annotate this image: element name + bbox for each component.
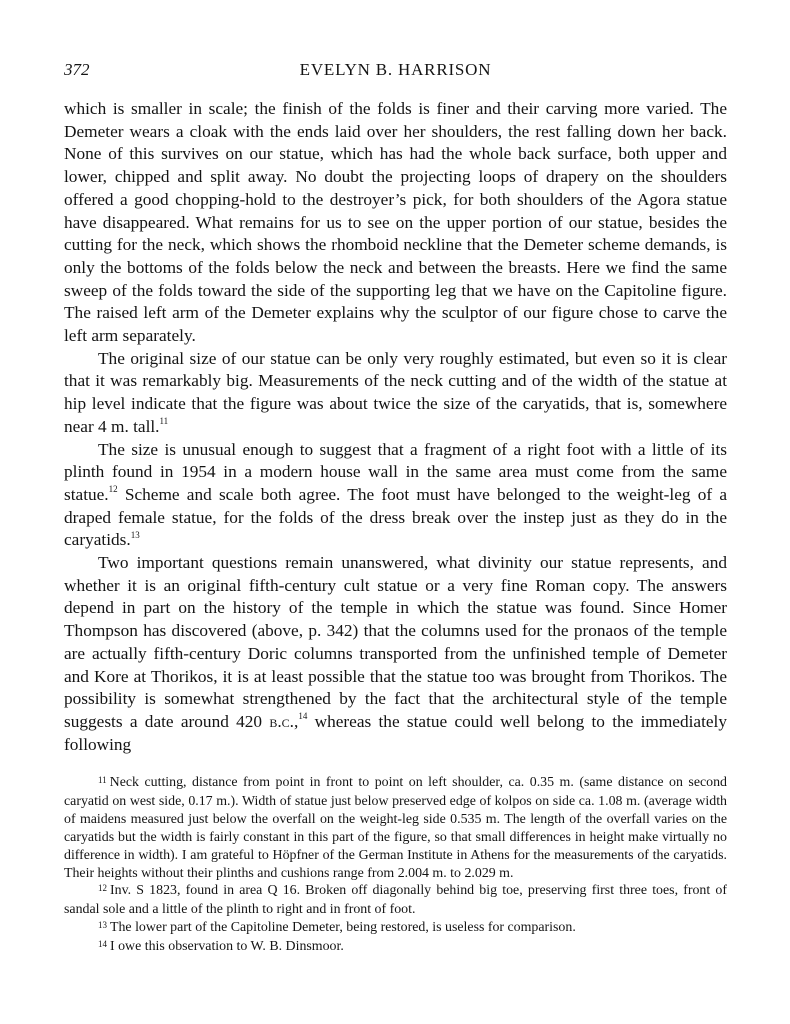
footnote-11 [64,774,727,882]
footnote-ref-11[interactable]: 11 [159,416,169,427]
footnote-mark: 12 [98,883,107,894]
footnote-mark: 13 [98,920,107,931]
page-number: 372 [64,60,90,79]
footnote-ref-12[interactable]: 12 [108,484,118,495]
paragraph-3-text-b: Scheme and scale both agree. The foot must have belonged to the weight-leg of a draped female statue, for the folds of the dress break over the instep just as they do in the caryatids. [64,484,727,550]
paragraph-4-text-a: Two important questions remain unanswered, what divinity our statue represents, and whether it is an original fifth-century cult statue or a very fine Roman copy. The answers depend in part on the history of the temple in which the statue was found. Since Homer Thompson has discovered (above, p. 342) that the columns used for the pronaos of the temple are actually fifth-century Doric columns transported from the unfinished temple of Demeter and Kore at Thorikos, it is at least possible that the statue too was brought from Thorikos. The possibility is somewhat strengthened by the fact that the architectural style of the temple suggests a date around 420 [64,553,727,731]
footnote-text: I owe this observation to W. B. Dinsmoor. [110,939,344,955]
footnote-12 [64,882,727,919]
paragraph-2-text: The original size of our statue can be only very roughly estimated, but even so it is clear that it was remarkably big. Measurements of the neck cutting and of the width of the statue at hip level indicate that the figure was about twice the size of the caryatids, that is, somewhere near 4 m. tall. [64,348,727,436]
paragraph-3 [64,439,727,553]
footnote-text: Neck cutting, distance from point in front to point on left shoulder, ca. 0.35 m. (same distance on second caryatid on west side, 0.17 m.). Width of statue just below preserved edge of kolpos on side ca. 1.08 m. (average width of maidens measured just below the overfall on the weight-leg side 0.535 m. The length of the overfall varies on the caryatids but the width is fairly constant in this part of the figure, so that small differences in height make virtually no difference in width). I am grateful to Höpfner of the German Institute in Athens for the measurements of the caryatids. Their heights without their plinths and cushions range from 2.004 m. to 2.029 m. [64,775,727,881]
footnotes [64,774,727,957]
paragraph-1-text: which is smaller in scale; the finish of the folds is finer and their carving more varied. The Demeter wears a cloak with the ends laid over her shoulders, the rest falling down her back. None of this survives on our statue, which has had the whole back surface, both upper and lower, chipped and split away. No doubt the projecting loops of drapery on the shoulders offered a good chopping-hold to the destroyer’s pick, for both shoulders of the Agora statue have disappeared. What remains for us to see on the upper portion of our statue, besides the cutting for the neck, which shows the rhomboid neckline that the Demeter scheme demands, is only the bottoms of the folds below the neck and between the breasts. Here we find the same sweep of the folds toward the side of the supporting leg that we have on the Capitoline figure. The raised left arm of the Demeter explains why the sculptor of our figure chose to carve the left arm separately. [64,99,727,346]
era-comma: , [294,711,299,731]
paragraph-3-text-a: The size is unusual enough to suggest that a fragment of a right foot with a little of its plinth found in 1954 in a modern house wall in the same area must come from the same statue. [64,439,727,504]
footnote-mark: 14 [98,939,107,950]
running-title: EVELYN B. HARRISON [299,60,492,79]
footnote-text: Inv. S 1823, found in area Q 16. Broken off diagonally behind big toe, preserving first three toes, front of sandal sole and a little of the plinth to right and in front of foot. [64,883,727,918]
footnote-14 [64,938,727,957]
body-text [64,98,727,756]
paragraph-2 [64,348,727,439]
footnote-ref-14[interactable]: 14 [298,711,308,722]
footnote-13 [64,919,727,938]
paragraph-4-text-b: whereas the statue could well belong to the immediately following [64,711,727,754]
era-abbreviation: b.c. [269,711,294,731]
paragraph-4 [64,552,727,756]
paragraph-1 [64,98,727,348]
footnote-mark: 11 [98,775,107,785]
footnote-text: The lower part of the Capitoline Demeter, being restored, is useless for comparison. [110,920,576,936]
page-header [64,60,727,86]
footnote-ref-13[interactable]: 13 [130,529,140,540]
